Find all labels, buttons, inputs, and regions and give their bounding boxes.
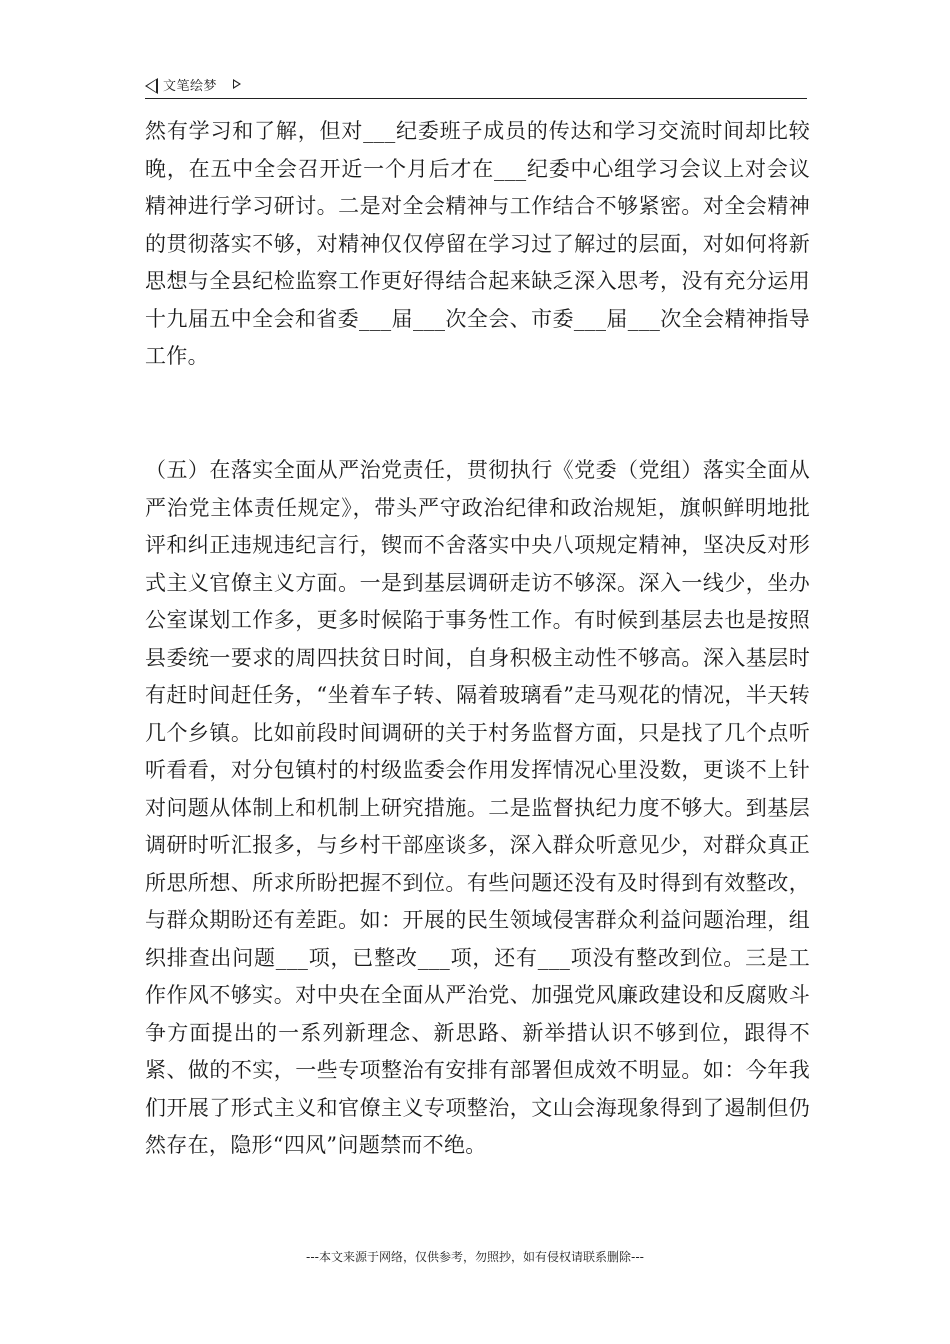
triangle-left-outline-icon xyxy=(145,78,158,94)
header-brand: 文笔绘梦 xyxy=(163,79,218,94)
triangle-right-outline-icon xyxy=(233,79,241,89)
body-paragraph-section-five: （五）在落实全面从严治党责任，贯彻执行《党委（党组）落实全面从严治党主体责任规定》，带头严守政治纪律和政治规矩，旗帜鲜明地批评和纠正违规违纪言行，锲而不舍落实中央八项规定精神，坚决反对形式主义官僚主义方面。一是到基层调研走访不够深。深入一线少，坐办公室谋划工作多，更多时候陷于事务性工作。有时候到基层去也是按照县委统一要求的周四扶贫日时间，自身积极主动性不够高。深入基层时有赶时间赶任务，“坐着车子转、隔着玻璃看”走马观花的情况，半天转几个乡镇。比如前段时间调研的关于村务监督方面，只是找了几个点听听看看，对分包镇村的村级监委会作用发挥情况心里没数，更谈不上针对问题从体制上和机制上研究措施。二是监督执纪力度不够大。到基层调研时听汇报多，与乡村干部座谈多，深入群众听意见少，对群众真正所思所想、所求所盼把握不到位。有些问题还没有及时得到有效整改，与群众期盼还有差距。如：开展的民生领域侵害群众利益问题治理，组织排查出问题___项，已整改___项，还有___项没有整改到位。三是工作作风不够实。对中央在全面从严治党、加强党风廉政建设和反腐败斗争方面提出的一系列新理念、新思路、新举措认识不够到位，跟得不紧、做的不实，一些专项整治有安排有部署但成效不明显。如：今年我们开展了形式主义和官僚主义专项整治，文山会海现象得到了遏制但仍然存在，隐形“四风”问题禁而不绝。 xyxy=(145,458,810,1157)
page-header xyxy=(145,74,807,99)
footer-disclaimer: ---本文来源于网络，仅供参考，勿照抄，如有侵权请联系删除--- xyxy=(306,1250,644,1264)
body-paragraph-continued: 然有学习和了解，但对___纪委班子成员的传达和学习交流时间却比较晚，在五中全会召开近一个月后才在___纪委中心组学习会议上对会议精神进行学习研讨。二是对全会精神与工作结合不够紧密。对全会精神的贯彻落实不够，对精神仅仅停留在学习过了解过的层面，对如何将新思想与全县纪检监察工作更好得结合起来缺乏深入思考，没有充分运用十九届五中全会和省委___届___次全会、市委___届___次全会精神指导工作。 xyxy=(145,119,810,368)
